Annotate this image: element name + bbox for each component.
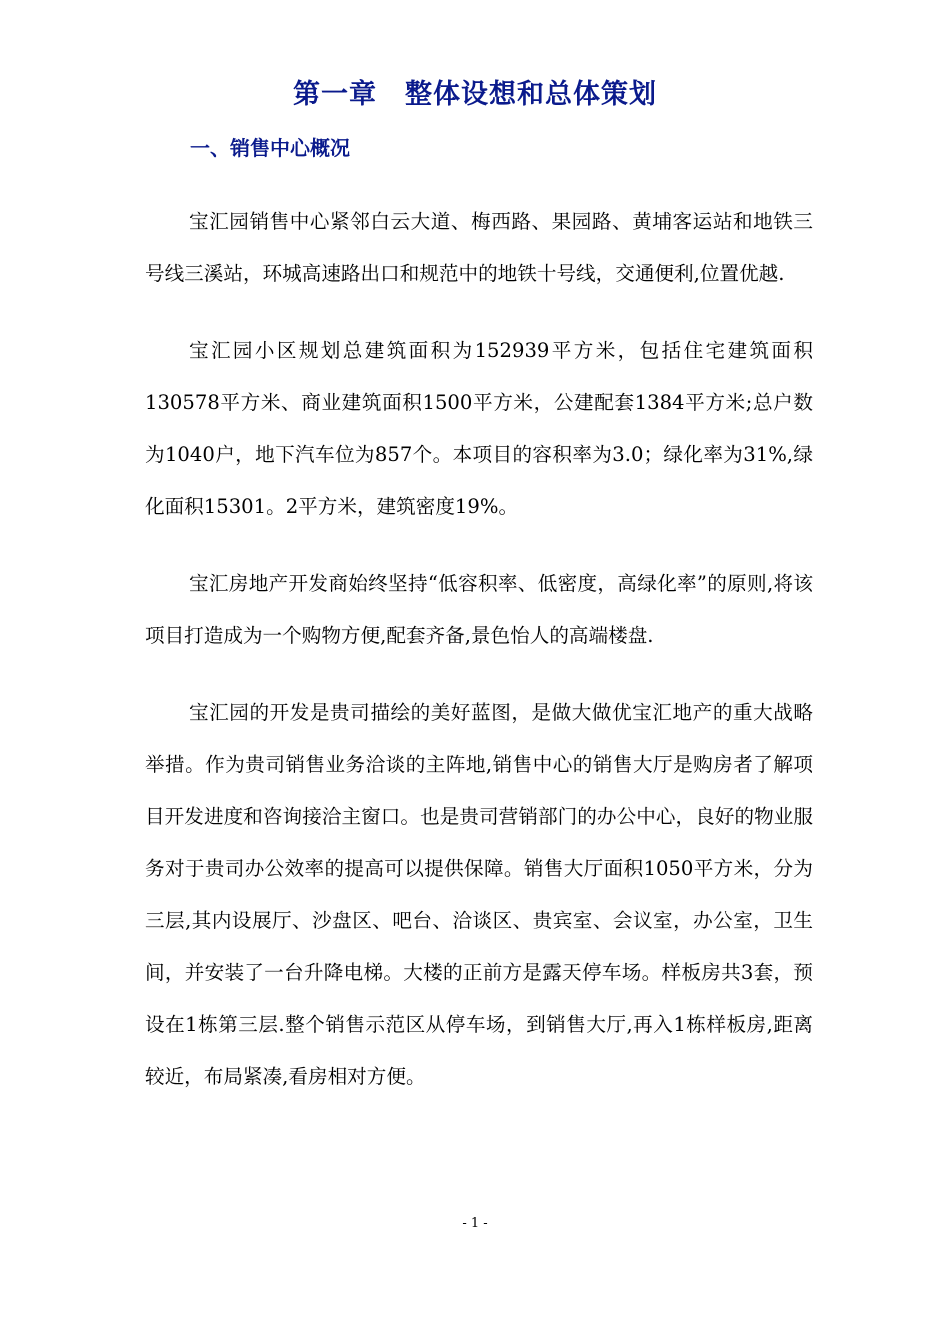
chapter-title: 第一章 整体设想和总体策划 xyxy=(293,79,657,110)
section-heading: 一、销售中心概况 xyxy=(190,136,350,160)
page-number: - 1 - xyxy=(462,1216,488,1231)
paragraph-planning-figures: 宝汇园小区规划总建筑面积为152939平方米，包括住宅建筑面积130578平方米、商业建筑面积1500平方米，公建配套1384平方米;总户数为1040户，地下汽车位为857个。本项目的容积率为3.0；绿化率为31%,绿化面积15301。2平方米，建筑密度19%。 xyxy=(145,339,813,518)
paragraph-sales-hall: 宝汇园的开发是贵司描绘的美好蓝图，是做大做优宝汇地产的重大战略举措。作为贵司销售业务洽谈的主阵地,销售中心的销售大厅是购房者了解项目开发进度和咨询接洽主窗口。也是贵司营销部门的办公中心，良好的物业服务对于贵司办公效率的提高可以提供保障。销售大厅面积1050平方米，分为三层,其内设展厅、沙盘区、吧台、洽谈区、贵宾室、会议室，办公室，卫生间，并安装了一台升降电梯。大楼的正前方是露天停车场。样板房共3套，预设在1栋第三层.整个销售示范区从停车场，到销售大厅,再入1栋样板房,距离较近，布局紧凑,看房相对方便。 xyxy=(145,701,813,1088)
paragraph-developer-principle: 宝汇房地产开发商始终坚持“低容积率、低密度，高绿化率”的原则,将该项目打造成为一个购物方便,配套齐备,景色怡人的高端楼盘. xyxy=(145,572,813,647)
paragraph-location: 宝汇园销售中心紧邻白云大道、梅西路、果园路、黄埔客运站和地铁三号线三溪站，环城高速路出口和规范中的地铁十号线，交通便利,位置优越. xyxy=(145,210,813,285)
document-body xyxy=(145,196,813,1128)
